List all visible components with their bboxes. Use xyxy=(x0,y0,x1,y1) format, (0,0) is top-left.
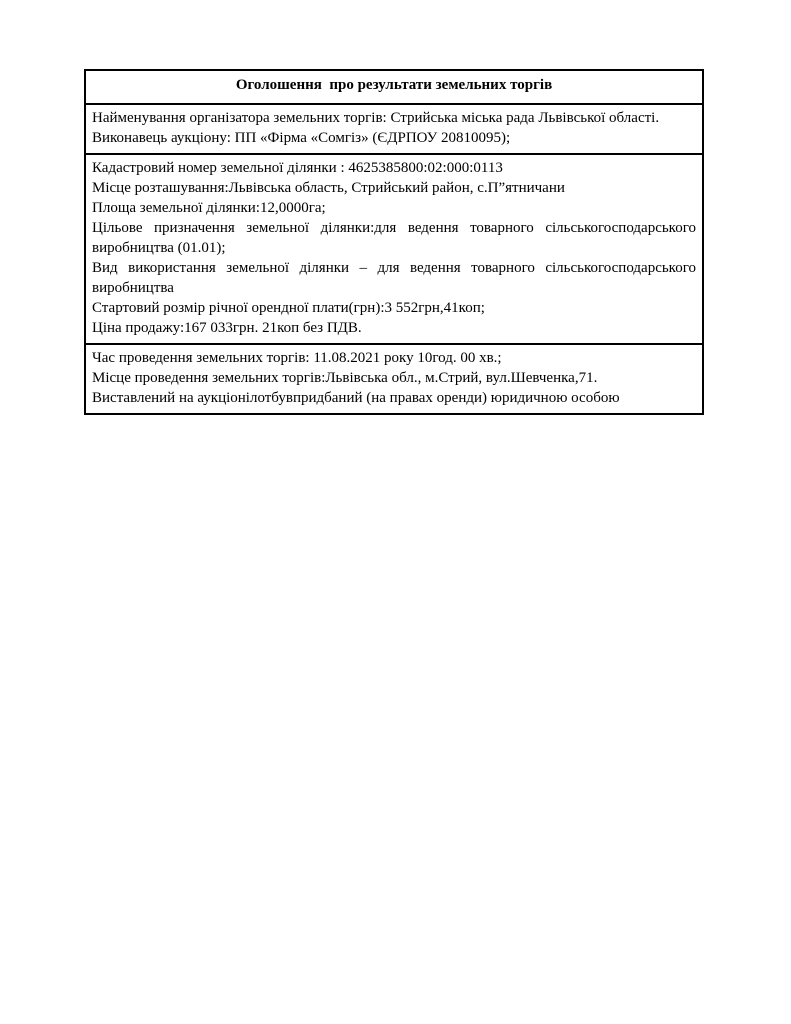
sale-price: Ціна продажу:167 033грн. 21коп без ПДВ. xyxy=(92,320,362,336)
auction-time: Час проведення земельних торгів: 11.08.2021 року 10год. 00 хв.; xyxy=(92,350,502,366)
lot-result: Виставлений на аукціонілотбувпридбаний (на правах оренди) юридичною особою xyxy=(92,390,620,406)
cadastral-number: Кадастровий номер земельної ділянки : 4625385800:02:000:0113 xyxy=(92,160,503,176)
parcel-use-type: Вид використання земельної ділянки – для ведення товарного сільськогосподарського виробництва xyxy=(92,260,696,296)
starting-rent: Стартовий розмір річної орендної плати(грн):3 552грн,41коп; xyxy=(92,300,485,316)
auction-executor: Виконавець аукціону: ПП «Фірма «Сомгіз» (ЄДРПОУ 20810095); xyxy=(92,130,511,146)
parcel-area: Площа земельної ділянки:12,0000га; xyxy=(92,200,326,216)
parcel-location: Місце розташування:Львівська область, Стрийський район, с.П”ятничани xyxy=(92,180,565,196)
title-row xyxy=(86,71,702,103)
document-title: Оголошення про результати земельних торгів xyxy=(235,77,553,93)
auction-details-section xyxy=(86,343,702,413)
auction-place: Місце проведення земельних торгів:Львівська обл., м.Стрий, вул.Шевченка,71. xyxy=(92,370,598,386)
announcement-table xyxy=(84,69,704,415)
parcel-purpose: Цільове призначення земельної ділянки:для ведення товарного сільськогосподарського виробництва (01.01); xyxy=(92,220,696,256)
organizer-name: Найменування організатора земельних торгів: Стрийська міська рада Львівської області. xyxy=(92,110,660,126)
organizer-section xyxy=(86,103,702,153)
parcel-details-section xyxy=(86,153,702,343)
